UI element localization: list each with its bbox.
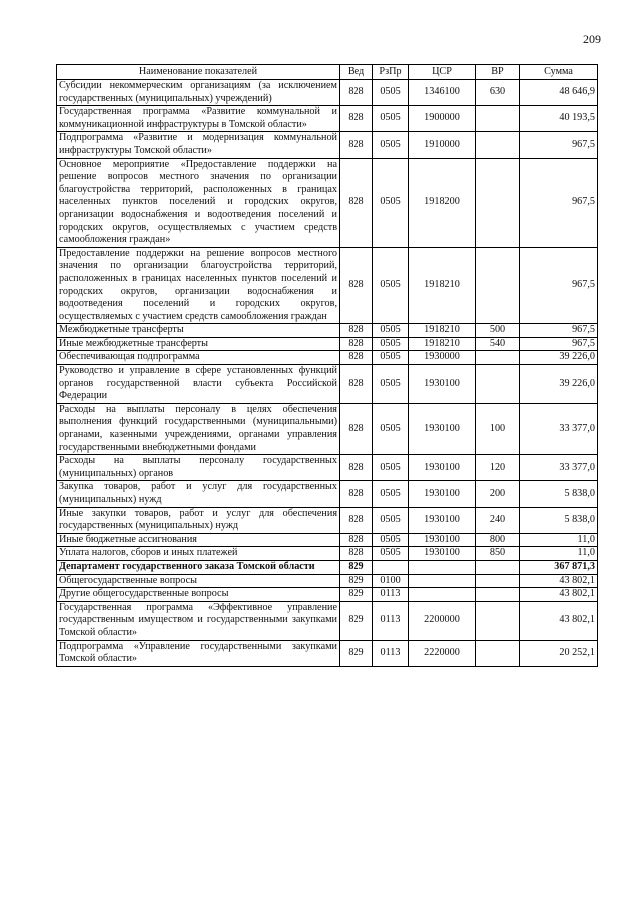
cell-vr: 500 <box>476 324 520 338</box>
header-vr: ВР <box>476 65 520 80</box>
cell-vr: 850 <box>476 547 520 561</box>
table-row <box>57 547 598 561</box>
cell-vr: 240 <box>476 507 520 533</box>
cell-vr: 800 <box>476 533 520 547</box>
cell-sum: 39 226,0 <box>520 365 598 404</box>
cell-rzpr: 0505 <box>373 158 409 247</box>
cell-sum: 11,0 <box>520 533 598 547</box>
cell-vr: 630 <box>476 80 520 106</box>
cell-name: Руководство и управление в сфере установленных функций органов государственной власти субъекта Российской Федерации <box>57 365 340 404</box>
cell-vr <box>476 351 520 365</box>
cell-vr: 200 <box>476 481 520 507</box>
table-row <box>57 158 598 247</box>
cell-rzpr: 0113 <box>373 588 409 602</box>
table-row <box>57 365 598 404</box>
cell-csr: 1930100 <box>409 365 476 404</box>
cell-sum: 20 252,1 <box>520 640 598 666</box>
cell-vr: 120 <box>476 455 520 481</box>
table-row <box>57 601 598 640</box>
cell-name: Государственная программа «Эффективное управление государственным имуществом и государственными закупками Томской области» <box>57 601 340 640</box>
table-body <box>57 80 598 667</box>
table-row <box>57 640 598 666</box>
header-csr: ЦСР <box>409 65 476 80</box>
cell-csr: 1930100 <box>409 403 476 454</box>
cell-name: Департамент государственного заказа Томской области <box>57 560 340 574</box>
cell-sum: 967,5 <box>520 158 598 247</box>
cell-ved: 828 <box>340 547 373 561</box>
cell-csr <box>409 560 476 574</box>
header-rzpr: РзПр <box>373 65 409 80</box>
budget-table <box>56 64 598 667</box>
cell-rzpr: 0505 <box>373 481 409 507</box>
cell-ved: 828 <box>340 132 373 158</box>
cell-ved: 828 <box>340 533 373 547</box>
table-row <box>57 324 598 338</box>
cell-rzpr: 0505 <box>373 507 409 533</box>
table-row <box>57 507 598 533</box>
table-row <box>57 247 598 324</box>
table-row <box>57 574 598 588</box>
cell-rzpr: 0505 <box>373 337 409 351</box>
table-row <box>57 132 598 158</box>
cell-ved: 828 <box>340 481 373 507</box>
cell-rzpr: 0505 <box>373 80 409 106</box>
cell-ved: 828 <box>340 403 373 454</box>
cell-vr <box>476 588 520 602</box>
cell-vr <box>476 640 520 666</box>
cell-sum: 43 802,1 <box>520 601 598 640</box>
table-row <box>57 481 598 507</box>
cell-sum: 43 802,1 <box>520 574 598 588</box>
table-row <box>57 560 598 574</box>
cell-csr: 1918200 <box>409 158 476 247</box>
cell-sum: 367 871,3 <box>520 560 598 574</box>
table-row <box>57 455 598 481</box>
page-number: 209 <box>583 32 601 46</box>
cell-ved: 829 <box>340 640 373 666</box>
cell-rzpr: 0505 <box>373 351 409 365</box>
cell-sum: 967,5 <box>520 132 598 158</box>
cell-ved: 828 <box>340 351 373 365</box>
cell-vr <box>476 106 520 132</box>
cell-csr: 1930100 <box>409 455 476 481</box>
cell-sum: 5 838,0 <box>520 481 598 507</box>
cell-sum: 33 377,0 <box>520 403 598 454</box>
cell-csr: 1918210 <box>409 247 476 324</box>
cell-ved: 828 <box>340 337 373 351</box>
cell-name: Уплата налогов, сборов и иных платежей <box>57 547 340 561</box>
cell-csr: 1930100 <box>409 547 476 561</box>
cell-rzpr: 0505 <box>373 247 409 324</box>
cell-sum: 39 226,0 <box>520 351 598 365</box>
cell-vr <box>476 574 520 588</box>
cell-ved: 828 <box>340 158 373 247</box>
cell-ved: 828 <box>340 106 373 132</box>
cell-name: Субсидии некоммерческим организациям (за исключением государственных (муниципальных) учреждений) <box>57 80 340 106</box>
cell-sum: 967,5 <box>520 324 598 338</box>
cell-csr: 1930100 <box>409 507 476 533</box>
cell-rzpr: 0505 <box>373 403 409 454</box>
cell-rzpr: 0505 <box>373 324 409 338</box>
cell-sum: 40 193,5 <box>520 106 598 132</box>
cell-name: Подпрограмма «Развитие и модернизация коммунальной инфраструктуры Томской области» <box>57 132 340 158</box>
cell-ved: 829 <box>340 574 373 588</box>
cell-vr <box>476 247 520 324</box>
cell-vr: 100 <box>476 403 520 454</box>
cell-sum: 967,5 <box>520 337 598 351</box>
cell-csr: 1930000 <box>409 351 476 365</box>
cell-name: Подпрограмма «Управление государственными закупками Томской области» <box>57 640 340 666</box>
cell-name: Предоставление поддержки на решение вопросов местного значения по организации благоустройства территорий, расположенных в границах населенных пунктов поселений и городских округов, организации водоснабжения и водоотведения поселений и городских округов, осуществляемых с участием средств самообложения граждан <box>57 247 340 324</box>
cell-name: Другие общегосударственные вопросы <box>57 588 340 602</box>
cell-name: Расходы на выплаты персоналу в целях обеспечения выполнения функций государственными (муниципальными) органами, казенными учреждениями, органами управления государственными внебюджетными фондами <box>57 403 340 454</box>
cell-rzpr: 0505 <box>373 533 409 547</box>
cell-ved: 828 <box>340 324 373 338</box>
table-row <box>57 80 598 106</box>
cell-sum: 11,0 <box>520 547 598 561</box>
cell-rzpr: 0505 <box>373 132 409 158</box>
cell-rzpr: 0505 <box>373 547 409 561</box>
cell-ved: 828 <box>340 365 373 404</box>
cell-name: Межбюджетные трансферты <box>57 324 340 338</box>
cell-name: Расходы на выплаты персоналу государственных (муниципальных) органов <box>57 455 340 481</box>
cell-ved: 829 <box>340 560 373 574</box>
header-name: Наименование показателей <box>57 65 340 80</box>
cell-csr: 1900000 <box>409 106 476 132</box>
table-header-row <box>57 65 598 80</box>
cell-csr: 1930100 <box>409 533 476 547</box>
cell-rzpr: 0100 <box>373 574 409 588</box>
cell-name: Иные бюджетные ассигнования <box>57 533 340 547</box>
cell-vr <box>476 158 520 247</box>
cell-sum: 5 838,0 <box>520 507 598 533</box>
cell-csr: 2220000 <box>409 640 476 666</box>
table-row <box>57 337 598 351</box>
cell-csr: 1930100 <box>409 481 476 507</box>
cell-name: Иные межбюджетные трансферты <box>57 337 340 351</box>
cell-name: Государственная программа «Развитие коммунальной и коммуникационной инфраструктуры в Томской области» <box>57 106 340 132</box>
table-row <box>57 588 598 602</box>
cell-rzpr: 0505 <box>373 106 409 132</box>
cell-rzpr: 0505 <box>373 365 409 404</box>
table-row <box>57 533 598 547</box>
cell-csr: 1918210 <box>409 324 476 338</box>
header-ved: Вед <box>340 65 373 80</box>
cell-ved: 828 <box>340 80 373 106</box>
cell-name: Обеспечивающая подпрограмма <box>57 351 340 365</box>
cell-name: Иные закупки товаров, работ и услуг для обеспечения государственных (муниципальных) нужд <box>57 507 340 533</box>
cell-rzpr: 0113 <box>373 640 409 666</box>
header-sum: Сумма <box>520 65 598 80</box>
cell-vr: 540 <box>476 337 520 351</box>
cell-csr: 1910000 <box>409 132 476 158</box>
cell-vr <box>476 601 520 640</box>
cell-vr <box>476 560 520 574</box>
table-row <box>57 403 598 454</box>
table-row <box>57 106 598 132</box>
cell-csr <box>409 574 476 588</box>
cell-name: Закупка товаров, работ и услуг для государственных (муниципальных) нужд <box>57 481 340 507</box>
cell-sum: 967,5 <box>520 247 598 324</box>
cell-rzpr <box>373 560 409 574</box>
cell-ved: 828 <box>340 455 373 481</box>
cell-sum: 33 377,0 <box>520 455 598 481</box>
cell-csr <box>409 588 476 602</box>
cell-vr <box>476 365 520 404</box>
cell-ved: 829 <box>340 601 373 640</box>
cell-ved: 828 <box>340 507 373 533</box>
cell-ved: 828 <box>340 247 373 324</box>
cell-csr: 1346100 <box>409 80 476 106</box>
cell-name: Общегосударственные вопросы <box>57 574 340 588</box>
table-row <box>57 351 598 365</box>
cell-rzpr: 0505 <box>373 455 409 481</box>
cell-csr: 2200000 <box>409 601 476 640</box>
cell-name: Основное мероприятие «Предоставление поддержки на решение вопросов местного значения по организации благоустройства территорий, расположенных в границах населенных пунктов поселений и городских округов, организации водоснабжения и водоотведения поселений и городских округов, осуществляемых с участием средств самообложения граждан» <box>57 158 340 247</box>
cell-sum: 43 802,1 <box>520 588 598 602</box>
cell-vr <box>476 132 520 158</box>
cell-ved: 829 <box>340 588 373 602</box>
cell-csr: 1918210 <box>409 337 476 351</box>
cell-sum: 48 646,9 <box>520 80 598 106</box>
cell-rzpr: 0113 <box>373 601 409 640</box>
